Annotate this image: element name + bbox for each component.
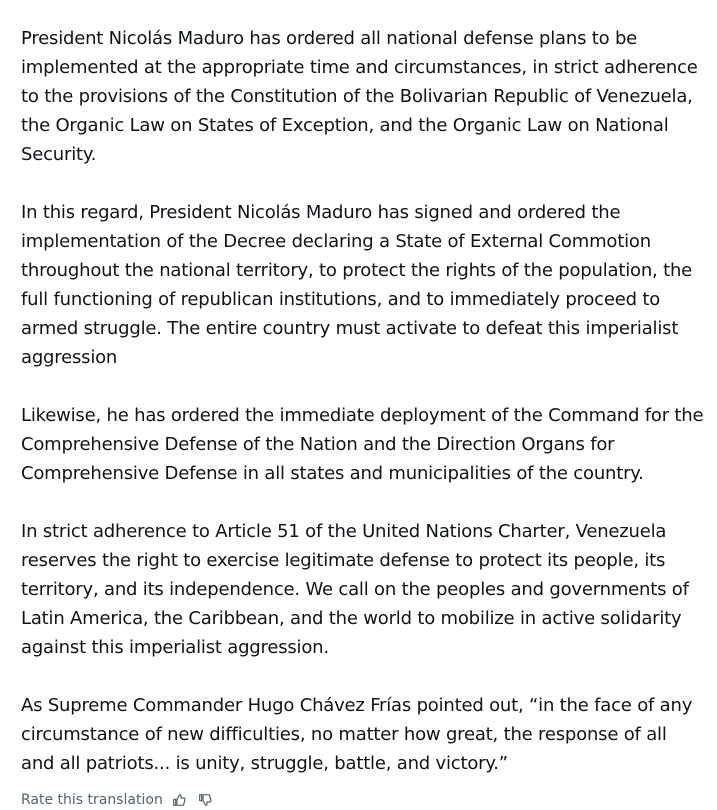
post-paragraph: In this regard, President Nicolás Maduro has signed and ordered the implementation of the Decree declaring a State of External Commotion throughout the national territory, to protect the rights of the population, the full functioning of republican institutions, and to immediately proceed to armed struggle. The entire country must activate to defeat this imperialist aggression — [21, 202, 693, 368]
rate-translation-label: Rate this translation — [21, 792, 163, 808]
post-paragraph: As Supreme Commander Hugo Chávez Frías pointed out, “in the face of any circumstance of new difficulties, no matter how great, the response of all and all patriots... is unity, struggle, battle, and victory.” — [21, 695, 693, 774]
post-body — [21, 24, 705, 807]
thumbs-up-icon[interactable] — [171, 792, 187, 808]
post-paragraph: Likewise, he has ordered the immediate deployment of the Command for the Comprehensive Defense of the Nation and the Direction Organs for Comprehensive Defense in all states and municipalities of the country. — [21, 405, 704, 484]
rate-translation-icons — [171, 792, 213, 808]
thumbs-down-icon[interactable] — [197, 792, 213, 808]
post-paragraph: President Nicolás Maduro has ordered all national defense plans to be implemented at the appropriate time and circumstances, in strict adherence to the provisions of the Constitution of the Bolivarian Republic of Venezuela, the Organic Law on States of Exception, and the Organic Law on National Security. — [21, 28, 698, 165]
rate-translation-row — [21, 790, 213, 810]
post-paragraph: In strict adherence to Article 51 of the United Nations Charter, Venezuela reserves the right to exercise legitimate defense to protect its people, its territory, and its independence. We call on the peoples and governments of Latin America, the Caribbean, and the world to mobilize in active solidarity against this imperialist aggression. — [21, 521, 689, 658]
